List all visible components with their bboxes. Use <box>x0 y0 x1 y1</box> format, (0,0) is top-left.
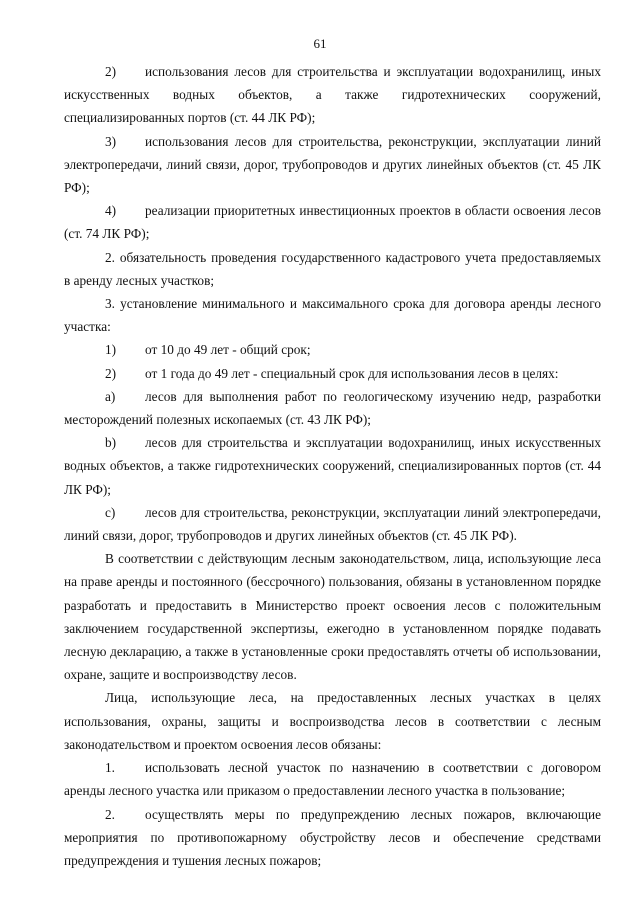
list-item <box>64 60 601 130</box>
list-item <box>64 756 601 802</box>
list-item-text: лесов для выполнения работ по геологическому изучению недр, разработки месторождений полезных ископаемых (ст. 43 ЛК РФ); <box>64 388 601 428</box>
paragraph: Лица, использующие леса, на предоставленных лесных участках в целях использования, охраны, защиты и воспроизводства лесов в соответствии с лесным законодательством и проектом освоения лесов обязаны: <box>64 690 601 752</box>
paragraph: 2. обязательность проведения государственного кадастрового учета предоставляемых в аренду лесных участков; <box>64 249 601 288</box>
list-item <box>64 199 601 245</box>
list-item <box>64 130 601 200</box>
list-item-text: лесов для строительства, реконструкции, эксплуатации линий электропередачи, линий связи, дорог, трубопроводов и других линейных объектов (ст. 45 ЛК РФ). <box>64 504 601 544</box>
list-item-text: лесов для строительства и эксплуатации водохранилищ, иных искусственных водных объектов, а также гидротехнических сооружений, специализированных портов (ст. 44 ЛК РФ); <box>64 435 601 497</box>
list-item-text: осуществлять меры по предупреждению лесных пожаров, включающие мероприятия по противопожарному обустройству лесов и обеспечение средствами предупреждения и тушения лесных пожаров; <box>64 806 601 868</box>
list-item-number: 2) <box>105 64 117 79</box>
paragraph: В соответствии с действующим лесным законодательством, лица, использующие леса на праве аренды и постоянного (бессрочного) пользования, обязаны в установленном порядке разработать и предоставить в Министерство проект освоения лесов с положительным заключением государственной экспертизы, ежегодно в установленном порядке подавать лесную декларацию, а также в установленные сроки предоставлять отчеты об использовании, охране, защите и воспроизводству лесов. <box>64 551 601 683</box>
list-item-number: 2. <box>105 806 115 822</box>
list-item-text: использования лесов для строительства, реконструкции, эксплуатации линий электропередачи, линий связи, дорог, трубопроводов и других линейных объектов (ст. 45 ЛК РФ); <box>64 133 601 196</box>
list-item-number: с) <box>105 504 116 520</box>
list-item <box>64 362 601 385</box>
list-item-text: от 1 года до 49 лет - специальный срок для использования лесов в целях: <box>145 365 559 381</box>
document-body <box>64 60 601 872</box>
list-item-number: 3) <box>105 133 117 149</box>
list-item <box>64 431 601 501</box>
list-item <box>64 338 601 361</box>
list-item-text: от 10 до 49 лет - общий срок; <box>145 342 311 358</box>
paragraph: 3. установление минимального и максимального срока для договора аренды лесного участка: <box>64 296 601 335</box>
list-item-text: использования лесов для строительства и эксплуатации водохранилищ, иных искусственных водных объектов, а также гидротехнических сооружений, специализированных портов (ст. 44 ЛК РФ); <box>64 64 601 126</box>
list-item-number: 1. <box>105 760 115 776</box>
list-item <box>64 385 601 431</box>
list-item <box>64 501 601 547</box>
list-item-number: 2) <box>105 365 117 381</box>
list-item <box>64 803 601 873</box>
list-item-text: реализации приоритетных инвестиционных проектов в области освоения лесов (ст. 74 ЛК РФ); <box>64 203 601 242</box>
page-number: 61 <box>313 36 327 51</box>
list-item-number: 1) <box>105 342 117 358</box>
list-item-number: а) <box>105 388 116 404</box>
list-item-text: использовать лесной участок по назначению в соответствии с договором аренды лесного участка или приказом о предоставлении лесного участка в пользование; <box>64 760 601 799</box>
list-item-number: b) <box>105 435 117 451</box>
list-item-number: 4) <box>105 203 117 219</box>
